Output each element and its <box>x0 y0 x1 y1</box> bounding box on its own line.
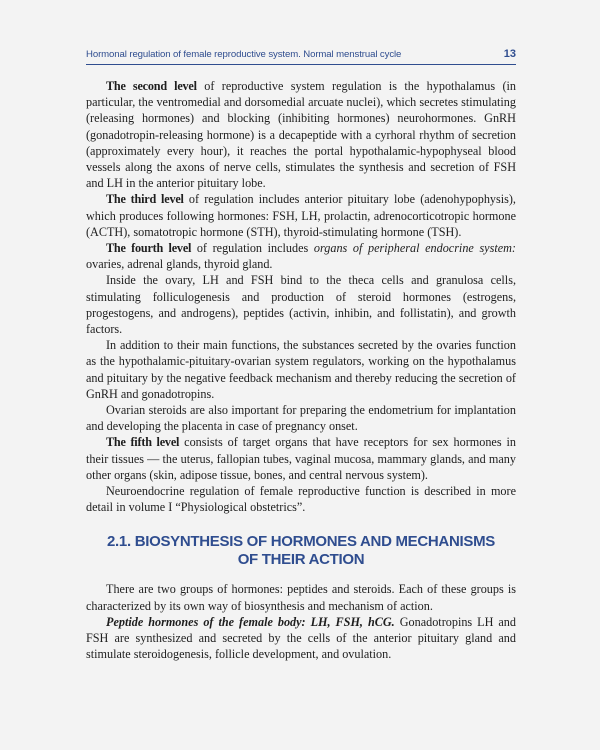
paragraph-emphasis: organs of peripheral endocrine system: <box>313 241 516 256</box>
section-heading-line: 2.1. BIOSYNTHESIS OF HORMONES AND MECHANISMS <box>107 533 495 551</box>
running-header <box>86 48 516 65</box>
paragraph-text: Gonadotropins LH and FSH are synthesized and secreted by the cells of the anterior pituitary gland and stimulate steroidogenesis, follicle development, and ovulation. <box>86 614 516 662</box>
body-text <box>86 78 516 663</box>
section-heading <box>86 533 516 569</box>
paragraph-ovary: Inside the ovary, LH and FSH bind to the theca cells and granulosa cells, stimulating folliculogenesis and production of steroid hormones (estrogens, progestogens, and androgens), peptides (activin, inhibin, and follistatin), and growth factors. <box>86 273 516 337</box>
paragraph-lead: The fifth level <box>106 435 180 450</box>
section-heading-line: OF THEIR ACTION <box>237 551 365 569</box>
paragraph-text: of regulation includes anterior pituitary lobe (adenohypophysis), which produces following hormones: FSH, LH, prolactin, adrenocorticotropic hormone (ACTH), somatotropic hormone (STH), thyroid-stimulating hormone (TSH). <box>86 192 516 239</box>
paragraph-feedback: In addition to their main functions, the substances secreted by the ovaries function as the hypothalamic-pituitary-ovarian system regulators, working on the hypothalamus and pituitary by the negative feedback mechanism and thereby reducing the secretion of GnRH and gonadotropins. <box>86 338 516 401</box>
page-number: 13 <box>503 48 516 60</box>
paragraph-hormone-groups: There are two groups of hormones: peptides and steroids. Each of these groups is characterized by its own way of biosynthesis and mechanism of action. <box>86 582 516 613</box>
paragraph-ovarian-steroids: Ovarian steroids are also important for preparing the endometrium for implantation and developing the placenta in case of pregnancy onset. <box>86 403 516 434</box>
paragraph-text: of reproductive system regulation is the hypothalamus (in particular, the ventromedial and dorsomedial arcuate nuclei), which secretes stimulating (releasing hormones) and blocking (inhibiting hormones) neurohormones. GnRH (gonadotropin-releasing hormone) is a decapeptide with a cyrhoral rhythm of secretion (approximately every hour), it reaches the portal hypothalamic-hypophyseal blood vessels along the axons of nerve cells, stimulates the synthesis and secretion of FSH and LH in the anterior pituitary lobe. <box>86 79 517 191</box>
paragraph-lead: The second level <box>106 79 197 93</box>
paragraph-neuroendocrine: Neuroendocrine regulation of female reproductive function is described in more detail in volume I “Physiological obstetrics”. <box>86 484 516 515</box>
paragraph-fourth-level <box>86 240 516 272</box>
paragraph-lead: The third level <box>106 192 184 207</box>
paragraph-lead: The fourth level <box>106 241 192 256</box>
paragraph-fifth-level <box>86 434 516 483</box>
paragraph-text: ovaries, adrenal glands, thyroid gland. <box>86 257 273 272</box>
running-title: Hormonal regulation of female reproductive system. Normal menstrual cycle <box>86 49 402 60</box>
paragraph-third-level <box>86 191 516 240</box>
paragraph-emphasis: Peptide hormones of the female body: LH, FSH, hCG. <box>106 614 395 629</box>
paragraph-text: of regulation includes <box>191 241 314 256</box>
paragraph-second-level <box>86 78 516 191</box>
paragraph-text: consists of target organs that have receptors for sex hormones in their tissues — the uterus, fallopian tubes, vaginal mucosa, mammary glands, and many other organs (skin, adipose tissue, bones, and central nervous system). <box>86 435 516 482</box>
paragraph-peptide-hormones <box>86 614 516 663</box>
